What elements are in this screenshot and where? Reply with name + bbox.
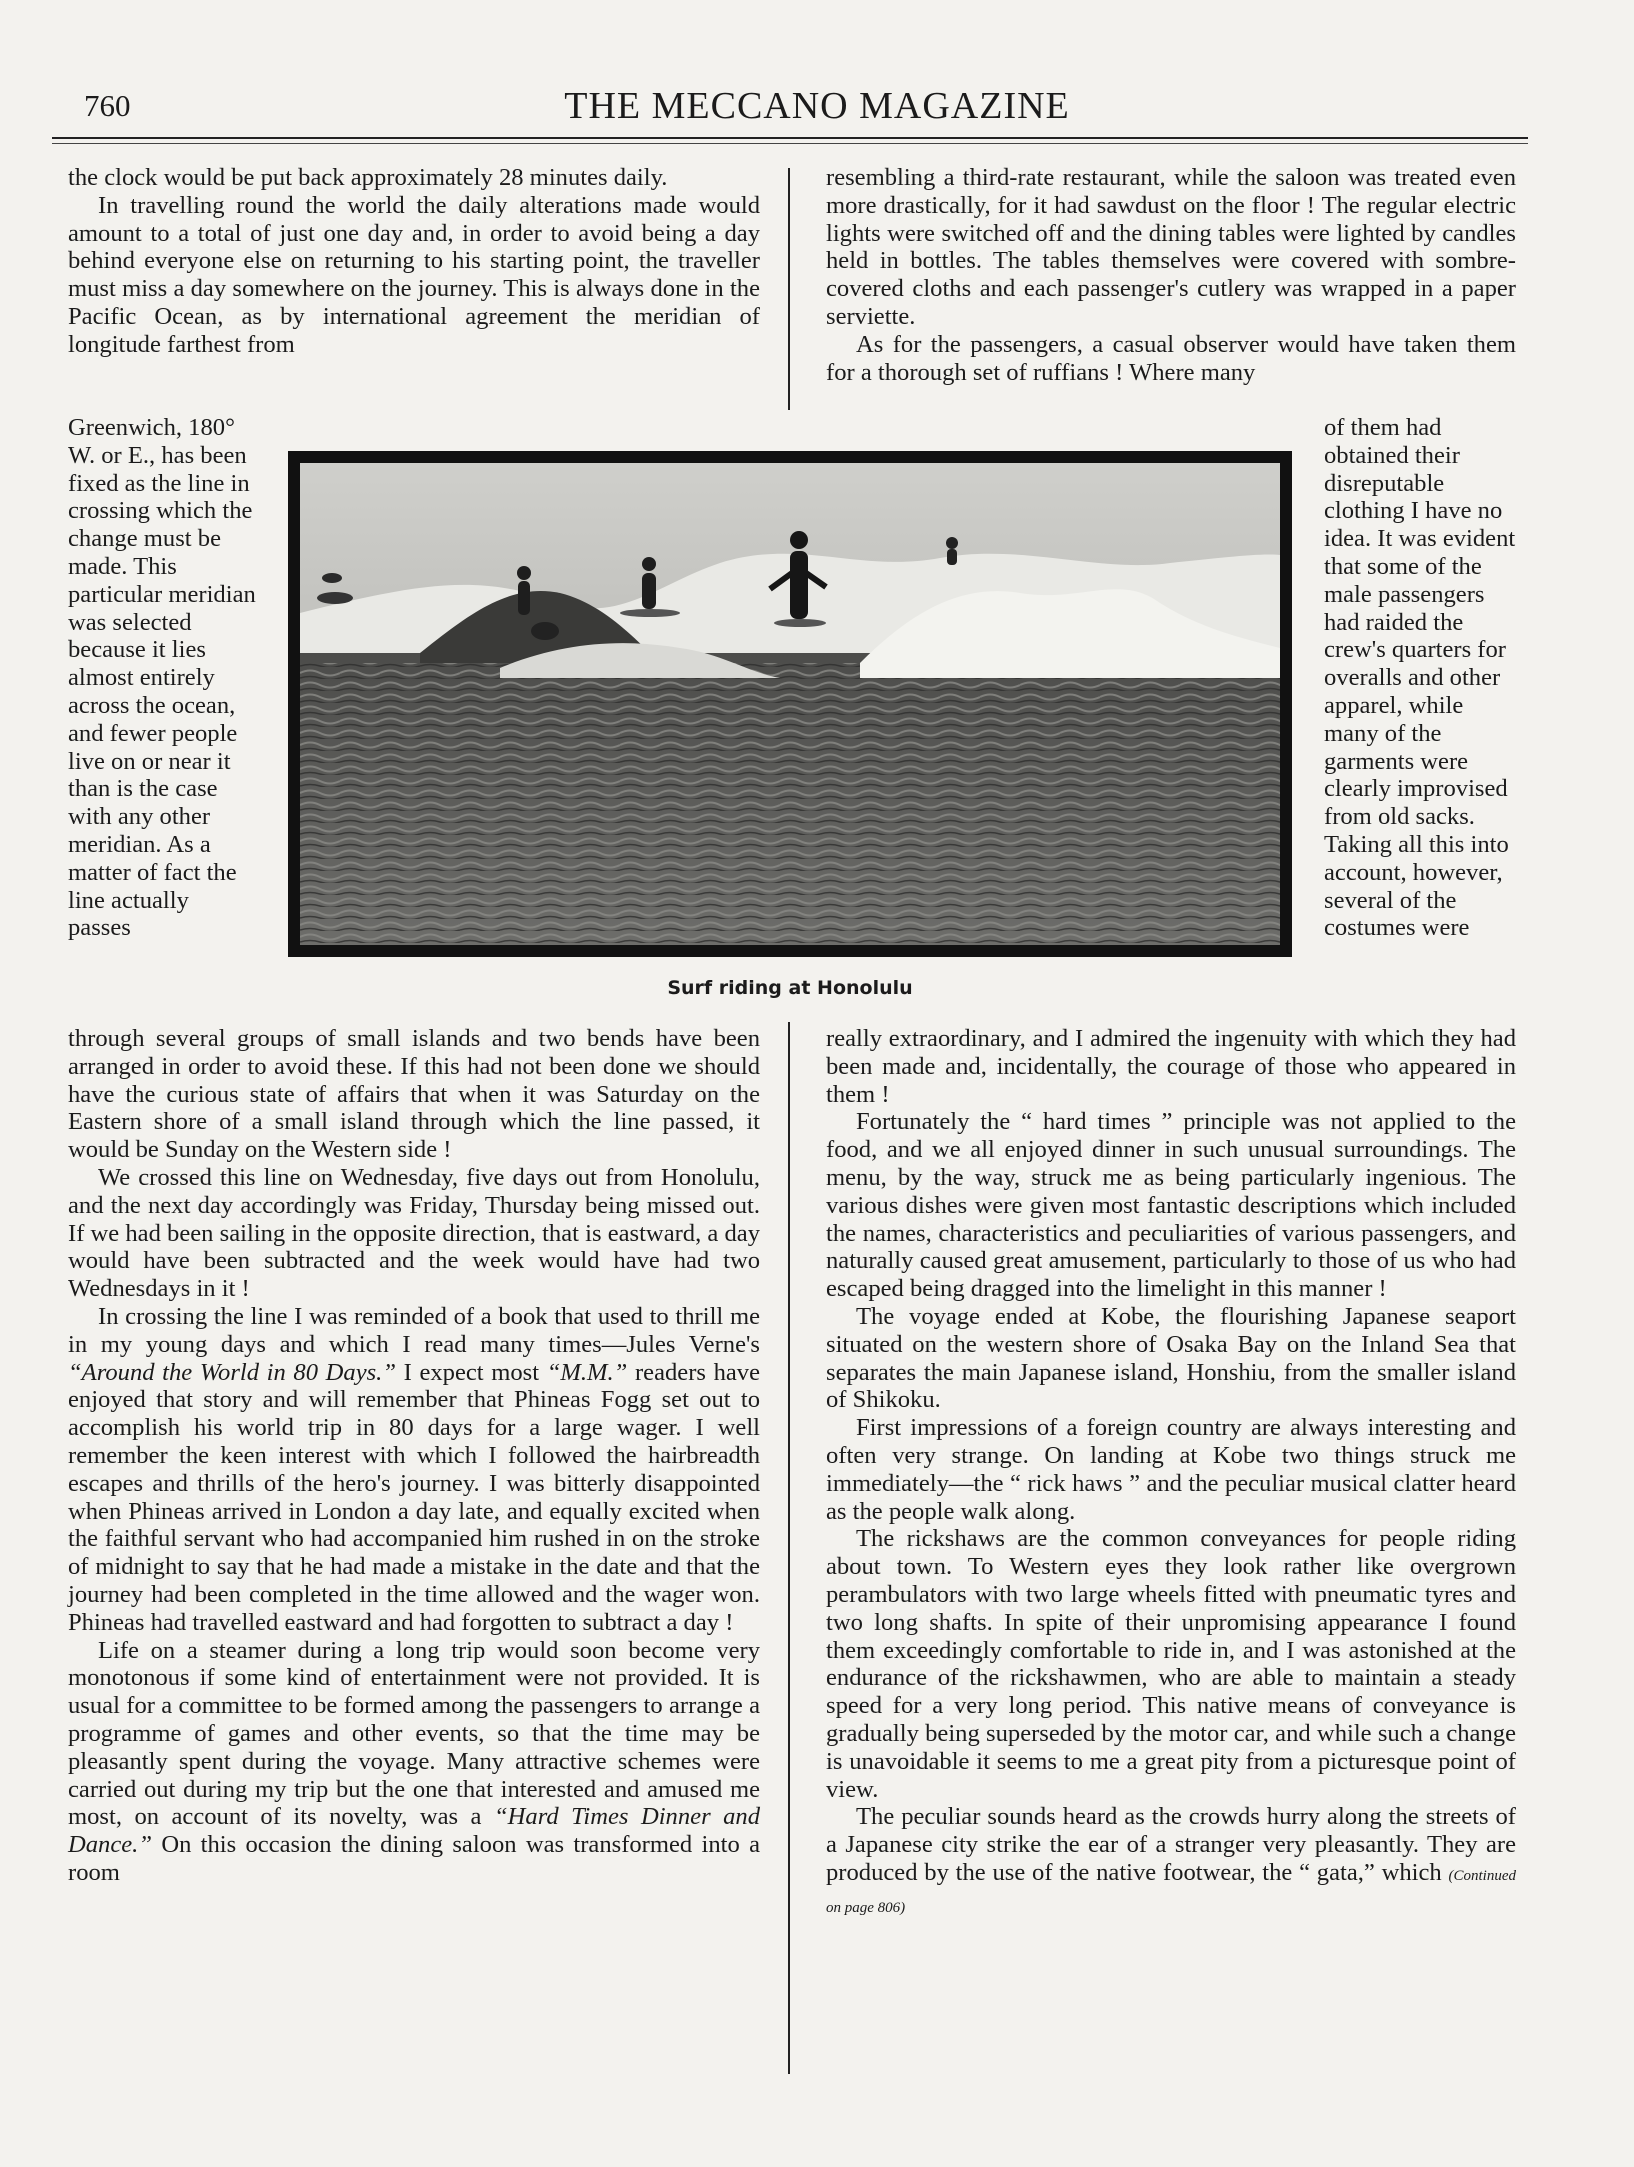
paragraph: really extraordinary, and I admired the ingenuity with which they had been made and, incidentally, the courage of those who appeared in them ! [826,1025,1516,1108]
event-title: “Hard Times Dinner and Dance.” [68,1803,760,1859]
paragraph: Fortunately the “ hard times ” principle was not applied to the food, and we all enjoyed dinner in such unusual surroundings. The menu, by the way, struck me as being particularly ingenious. The various dishes were given most fantastic descriptions which included the names, characteristics and peculiarities of various passengers, and naturally caused great amusement, particularly to those of us who had escaped being dragged into the limelight in this manner ! [826,1108,1516,1303]
paragraph: the clock would be put back approximately 28 minutes daily. [68,164,668,191]
paragraph: through several groups of small islands and two bends have been arranged in order to avoid these. If this had not been done we should have the curious state of affairs that when it was Saturday on the Eastern shore of a small island through which the line passed, it would be Sunday on the Western side ! [68,1025,760,1164]
paragraph: The rickshaws are the common conveyances for people riding about town. To Western eyes they look rather like overgrown perambulators with two large wheels fitted with pneumatic tyres and two long shafts. In spite of their unpromising appearance I found them exceedingly comfortable to ride in, and I was astonished at the endurance of the rickshawmen, who are able to maintain a steady speed for a very long period. This native means of conveyance is gradually being superseded by the motor car, and while such a change is unavoidable it seems to me a great pity from a picturesque point of view. [826,1525,1516,1803]
paragraph: As for the passengers, a casual observer would have taken them for a thorough set of ruffians ! Where many [826,330,1516,386]
column-divider-bottom [788,1022,790,2074]
paragraph: resembling a third-rate restaurant, while the saloon was treated even more drastically, for it had sawdust on the floor ! The regular electric lights were switched off and the dining tables were lighted by candles held in bottles. The tables themselves were covered with sombre-covered cloths and each passenger's cutlery was wrapped in a paper serviette. [826,164,1516,330]
paragraph: In travelling round the world the daily alterations made would amount to a total of just one day and, in order to avoid being a day behind everyone else on returning to his starting point, the traveller must miss a day somewhere on the journey. This is always done in the Pacific Ocean, as by international agreement the meridian of longitude farthest from [68,191,760,358]
photo-image [300,463,1280,945]
paragraph: Greenwich, 180° W. or E., has been fixed as the line in crossing which the change must be made. This particular meridian was selected because it lies almost entirely across the ocean, and fewer people live on or near it than is the case with any other meridian. As a matter of fact the line actually passes [68,414,256,942]
magazine-abbr: “M.M.” [546,1358,628,1386]
surf-illustration [300,463,1280,945]
column-divider-top [788,168,790,410]
right-column-top [826,164,1516,386]
page-number: 760 [84,88,131,123]
left-column-wrap [68,414,256,942]
paragraph [826,1803,1516,1922]
header-rule-thin [52,143,1528,144]
text-run: The peculiar sounds heard as the crowds hurry along the streets of a Japanese city strike the ear of a stranger very pleasantly. They are produced by the use of the native footwear, the “ gata,” which [826,1803,1516,1886]
paragraph: We crossed this line on Wednesday, five days out from Honolulu, and the next day accordingly was Friday, Thursday being missed out. If we had been sailing in the opposite direction, that is eastward, a day would have been subtracted and the week would have had two Wednesdays in it ! [68,1163,760,1303]
text-run: Life on a steamer during a long trip would soon become very monotonous if some kind of entertainment were not provided. It is usual for a committee to be formed among the passengers to arrange a programme of games and other events, so that the time may be pleasantly spent during the voyage. Many attractive schemes were carried out during my trip but the one that interested and amused me most, on account of its novelty, was a [68,1636,760,1831]
paragraph: First impressions of a foreign country are always interesting and often very strange. On landing at Kobe two things struck me immediately—the “ rick haws ” and the peculiar musical clatter heard as the people walk along. [826,1414,1516,1525]
paragraph: The voyage ended at Kobe, the flourishing Japanese seaport situated on the western shore of Osaka Bay on the Inland Sea that separates the main Japanese island, Honshiu, from the smaller island of Shikoku. [826,1302,1516,1414]
header-rule [52,137,1528,139]
left-column-bottom [68,1025,760,1887]
photo-caption: Surf riding at Honolulu [667,977,913,999]
continued-note: (Continued on page 806) [826,1867,1516,1916]
magazine-title: THE MECCANO MAGAZINE [564,85,1070,127]
text-run: readers have enjoyed that story and will remember that Phineas Fogg set out to accomplish his world trip in 80 days for a large wager. I well remember the keen interest with which I followed the hairbreadth escapes and thrills of the hero's journey. I was bitterly disappointed when Phineas arrived in London a day late, and equally excited when the faithful servant who had accompanied him rushed in on the stroke of midnight to say that he had made a mistake in the date and that the journey had been completed in the time allowed and the wager won. Phineas had travelled eastward and had forgotten to subtract a day ! [68,1358,761,1636]
surf-photo [288,451,1292,957]
right-column-wrap [1324,414,1516,942]
book-title: “Around the World in 80 Days.” [68,1358,397,1386]
paragraph [68,1637,760,1887]
paragraph: of them had obtained their disreputable clothing I have no idea. It was evident that some of the male passengers had raided the crew's quarters for overalls and other apparel, while many of the garments were clearly improvised from old sacks. Taking all this into account, however, several of the costumes were [1324,414,1516,942]
text-run: I expect most [396,1358,547,1386]
right-column-bottom [826,1025,1516,1923]
left-column-top [68,164,760,359]
text-run: On this occasion the dining saloon was transformed into a room [68,1831,760,1886]
text-run: In crossing the line I was reminded of a book that used to thrill me in my young days and which I read many times—Jules Verne's [68,1302,760,1358]
paragraph [68,1303,760,1637]
